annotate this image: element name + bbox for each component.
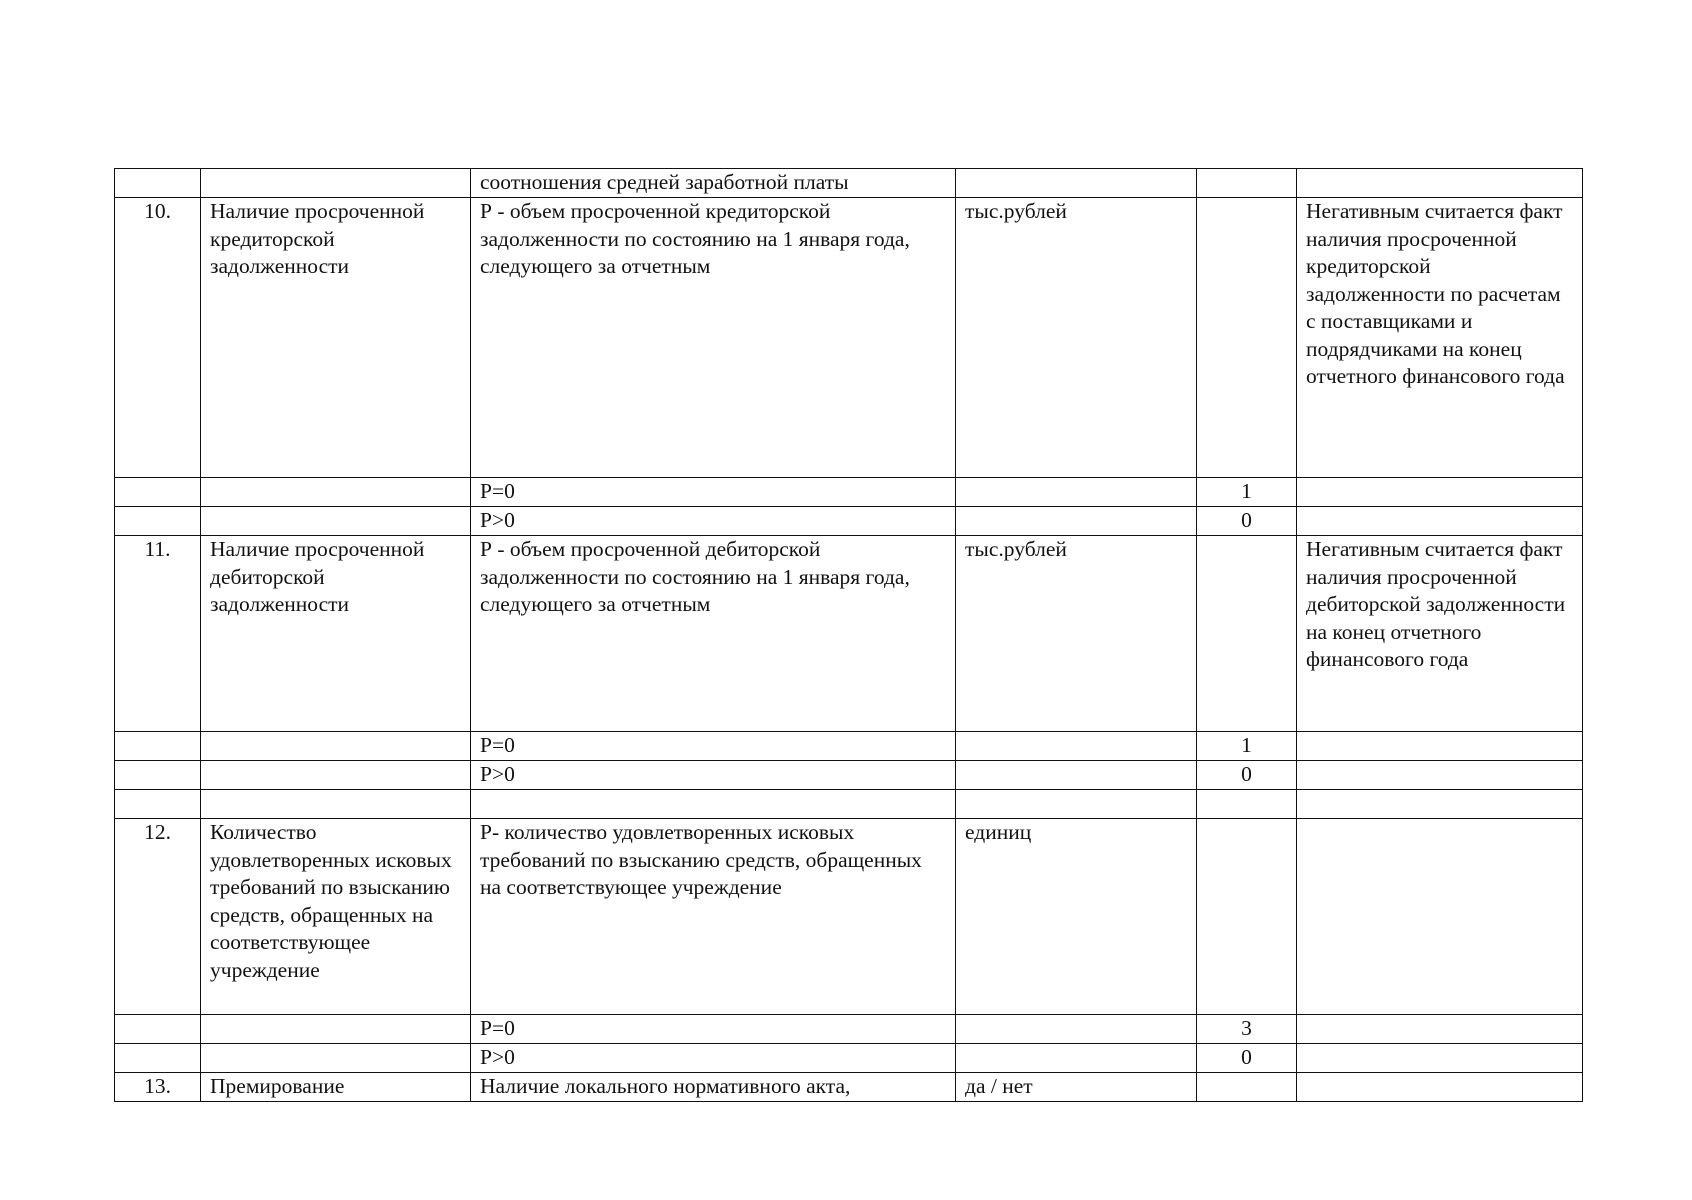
indicator-formula: P>0: [471, 761, 956, 790]
unit-of-measure: [956, 732, 1197, 761]
note-text: [1297, 819, 1583, 1015]
indicator-name: Премирование: [201, 1073, 471, 1102]
indicator-name: [201, 1044, 471, 1073]
row-number: [115, 732, 201, 761]
unit-of-measure: [956, 1044, 1197, 1073]
table-row: [115, 1073, 1583, 1102]
table-row: [115, 819, 1583, 1015]
indicator-name: Наличие просроченной дебиторской задолженности: [201, 536, 471, 732]
indicator-formula: Р- количество удовлетворенных исковых требований по взысканию средств, обращенных на соответствующее учреждение: [471, 819, 956, 1015]
criteria-table: [114, 168, 1583, 1102]
unit-of-measure: [956, 478, 1197, 507]
unit-of-measure: да / нет: [956, 1073, 1197, 1102]
unit-of-measure: тыс.рублей: [956, 536, 1197, 732]
table-row: [115, 761, 1583, 790]
unit-of-measure: единиц: [956, 819, 1197, 1015]
indicator-formula: P=0: [471, 1015, 956, 1044]
table-row: [115, 1044, 1583, 1073]
row-number: [115, 507, 201, 536]
indicator-formula: P>0: [471, 1044, 956, 1073]
indicator-name: [201, 1015, 471, 1044]
indicator-name: [201, 761, 471, 790]
table-row: [115, 169, 1583, 198]
indicator-formula: соотношения средней заработной платы: [471, 169, 956, 198]
unit-of-measure: [956, 1015, 1197, 1044]
table-row: [115, 478, 1583, 507]
score-value: [1197, 169, 1297, 198]
indicator-name: [201, 507, 471, 536]
score-value: 3: [1197, 1015, 1297, 1044]
unit-of-measure: [956, 761, 1197, 790]
indicator-formula: P>0: [471, 507, 956, 536]
note-text: [1297, 1044, 1583, 1073]
note-text: [1297, 761, 1583, 790]
note-text: [1297, 169, 1583, 198]
note-text: Негативным считается факт наличия просроченной дебиторской задолженности на конец отчетного финансового года: [1297, 536, 1583, 732]
indicator-name: [201, 790, 471, 819]
table-row: [115, 1015, 1583, 1044]
table-row: [115, 732, 1583, 761]
row-number: 13.: [115, 1073, 201, 1102]
score-value: [1197, 819, 1297, 1015]
row-number: 10.: [115, 198, 201, 478]
indicator-formula: P=0: [471, 478, 956, 507]
indicator-formula: Р - объем просроченной кредиторской задолженности по состоянию на 1 января года, следующего за отчетным: [471, 198, 956, 478]
note-text: [1297, 1015, 1583, 1044]
table-row: [115, 198, 1583, 478]
note-text: [1297, 732, 1583, 761]
note-text: [1297, 790, 1583, 819]
note-text: [1297, 478, 1583, 507]
row-number: [115, 1015, 201, 1044]
row-number: 11.: [115, 536, 201, 732]
score-value: [1197, 198, 1297, 478]
unit-of-measure: тыс.рублей: [956, 198, 1197, 478]
indicator-formula: Наличие локального нормативного акта,: [471, 1073, 956, 1102]
indicator-name: Количество удовлетворенных исковых требований по взысканию средств, обращенных на соответствующее учреждение: [201, 819, 471, 1015]
note-text: [1297, 507, 1583, 536]
unit-of-measure: [956, 507, 1197, 536]
unit-of-measure: [956, 790, 1197, 819]
indicator-name: Наличие просроченной кредиторской задолженности: [201, 198, 471, 478]
note-text: Негативным считается факт наличия просроченной кредиторской задолженности по расчетам с поставщиками и подрядчиками на конец отчетного финансового года: [1297, 198, 1583, 478]
score-value: 0: [1197, 761, 1297, 790]
score-value: [1197, 790, 1297, 819]
row-number: 12.: [115, 819, 201, 1015]
table-row: [115, 536, 1583, 732]
score-value: 0: [1197, 1044, 1297, 1073]
indicator-formula: [471, 790, 956, 819]
indicator-name: [201, 169, 471, 198]
indicator-formula: P=0: [471, 732, 956, 761]
score-value: [1197, 536, 1297, 732]
row-number: [115, 169, 201, 198]
unit-of-measure: [956, 169, 1197, 198]
row-number: [115, 478, 201, 507]
note-text: [1297, 1073, 1583, 1102]
score-value: 0: [1197, 507, 1297, 536]
indicator-name: [201, 732, 471, 761]
score-value: 1: [1197, 732, 1297, 761]
indicator-formula: Р - объем просроченной дебиторской задолженности по состоянию на 1 января года, следующего за отчетным: [471, 536, 956, 732]
table-row: [115, 790, 1583, 819]
row-number: [115, 761, 201, 790]
row-number: [115, 790, 201, 819]
score-value: [1197, 1073, 1297, 1102]
table-row: [115, 507, 1583, 536]
score-value: 1: [1197, 478, 1297, 507]
indicator-name: [201, 478, 471, 507]
row-number: [115, 1044, 201, 1073]
